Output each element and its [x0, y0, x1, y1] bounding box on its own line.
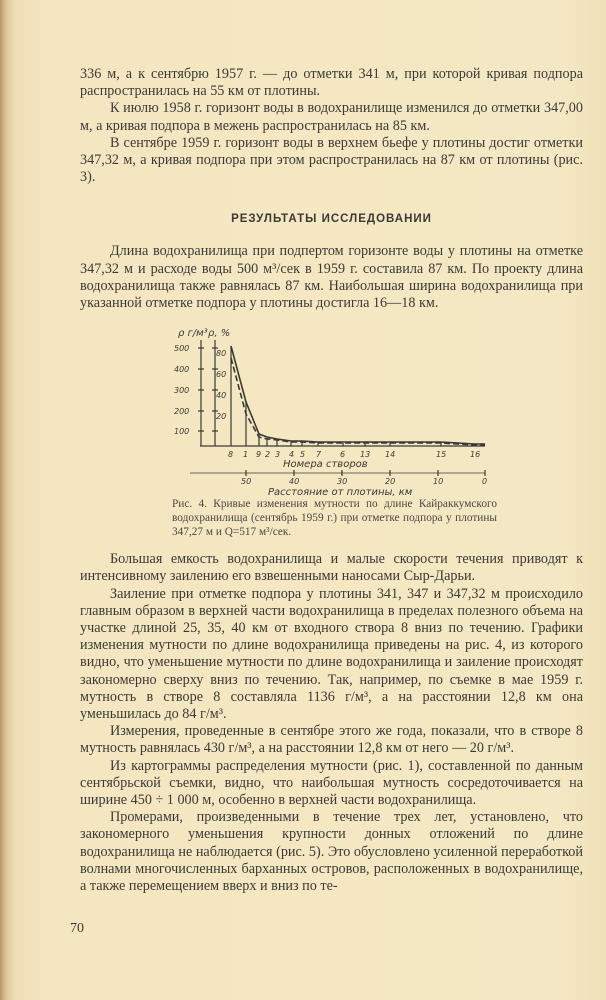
x-tick-station: 13 — [360, 450, 371, 460]
figure-4 — [80, 318, 583, 543]
figure-caption: Рис. 4. Кривые изменения мутности по длине Кайраккумского водохранилища (сентябрь 1959 г.) при отметке подпора у плотины 347,27 м и Q=517 м³/сек. — [172, 498, 497, 538]
page-number: 70 — [70, 921, 84, 936]
x-tick-station: 1 — [243, 450, 249, 460]
x-tick-distance: 0 — [482, 477, 488, 487]
y-tick-right: 80 — [216, 349, 227, 359]
paragraph: Заиление при отметке подпора у плотины 341, 347 и 347,32 м происходило главным образом в верхней части водохранилища в пределах полезного объема на участке длиной 25, 35, 40 км от входного створа 8 вниз по течению. Графики изменения мутности по длине водохранилища приведены на рис. 4, из которого видно, что уменьшение мутности по длине водохранилища и заиление происходят закономерно сверху вниз по течению. Так, например, по съемке в мае 1959 г. мутность в створе 8 составляла 1136 г/м³, а на расстоянии 12,8 км она уменьшилась до 84 г/м³. — [80, 585, 583, 723]
x-tick-distance: 30 — [337, 477, 348, 487]
y-tick-right: 20 — [216, 412, 227, 422]
paragraph: Измерения, проведенные в сентябре этого же года, показали, что в створе 8 мутность равнялась 430 г/м³, а на расстоянии 12,8 км от него — 20 г/м³. — [80, 723, 583, 757]
x-tick-station: 15 — [436, 450, 447, 460]
y-tick-left: 200 — [174, 407, 190, 417]
x-label-stations: Номера створов — [283, 459, 368, 471]
x-tick-distance: 50 — [241, 477, 252, 487]
y-tick-left: 100 — [174, 427, 190, 437]
y-label-right: ρ, % — [208, 328, 231, 340]
y-tick-right: 40 — [216, 391, 227, 401]
x-label-distance: Расстояние от плотины, км — [268, 487, 413, 499]
y-tick-right: 60 — [216, 370, 227, 380]
turbidity-chart — [170, 318, 500, 498]
x-tick-station: 9 — [256, 450, 262, 460]
x-tick-station: 7 — [316, 450, 322, 460]
x-tick-station: 16 — [470, 450, 481, 460]
y-tick-left: 500 — [174, 344, 190, 354]
paragraph-results: Длина водохранилища при подпертом горизонте воды у плотины на отметке 347,32 м и расходе воды 500 м³/сек в 1959 г. составила 87 км. По проекту длина водохранилища также равнялась 87 км. Наибольшая ширина водохранилища при указанной отметке подпора у плотины достигла 16—18 км. — [80, 243, 583, 312]
paragraph: В сентябре 1959 г. горизонт воды в верхнем бьефе у плотины достиг отметки 347,32 м, а кривая подпора при этом распространилась на 87 км от плотины (рис. 3). — [80, 134, 583, 186]
paragraph: Большая емкость водохранилища и малые скорости течения приводят к интенсивному заилению его взвешенными наносами Сыр-Дарьи. — [80, 551, 583, 585]
x-tick-station: 14 — [385, 450, 396, 460]
x-tick-distance: 10 — [433, 477, 444, 487]
page-body — [80, 66, 583, 895]
section-heading: РЕЗУЛЬТАТЫ ИССЛЕДОВАНИИ — [231, 213, 432, 226]
x-tick-distance: 40 — [289, 477, 300, 487]
x-tick-station: 8 — [228, 450, 234, 460]
y-label-left: ρ г/м³ — [178, 328, 208, 340]
x-tick-station: 2 — [265, 450, 271, 460]
x-tick-station: 6 — [340, 450, 346, 460]
x-tick-distance: 20 — [385, 477, 396, 487]
paragraph: Промерами, произведенными в течение трех лет, установлено, что закономерного уменьшения крупности донных отложений по длине водохранилища не наблюдается (рис. 5). Это обусловлено усиленной переработкой волнами многочисленных барханных островов, расположенных в водохранилище, а также перемещением вверх и вниз по те- — [80, 809, 583, 895]
paragraph: К июлю 1958 г. горизонт воды в водохранилище изменился до отметки 347,00 м, а кривая подпора в межень распространилась на 85 км. — [80, 100, 583, 134]
x-tick-station: 5 — [300, 450, 306, 460]
paragraph: 336 м, а к сентябрю 1957 г. — до отметки 341 м, при которой кривая подпора распространилась на 55 км от плотины. — [80, 66, 583, 100]
x-tick-station: 4 — [289, 450, 295, 460]
y-tick-left: 300 — [174, 386, 190, 396]
x-tick-station: 3 — [275, 450, 281, 460]
y-tick-left: 400 — [174, 365, 190, 375]
paragraph: Из картограммы распределения мутности (рис. 1), составленной по данным сентябрьской съемки, видно, что наибольшая мутность сосредоточивается на ширине 450 ÷ 1 000 м, особенно в верхней части водохранилища. — [80, 757, 583, 809]
